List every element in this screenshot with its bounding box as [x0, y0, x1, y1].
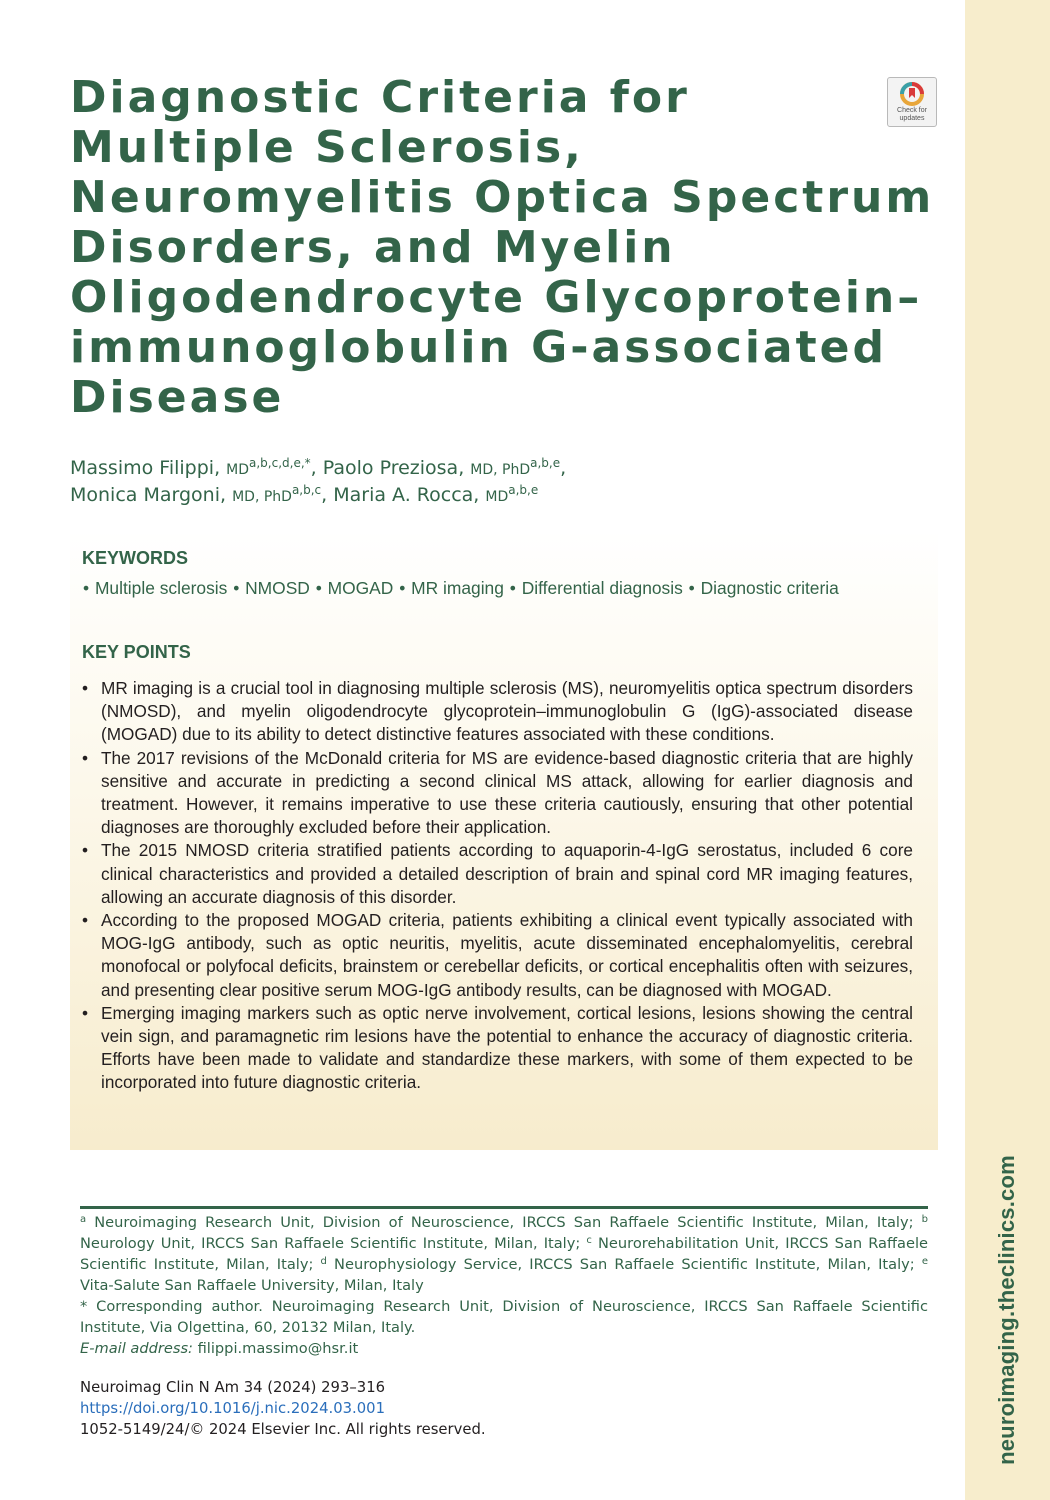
key-points-list — [80, 677, 913, 1095]
keyword-item: MR imaging — [411, 578, 504, 598]
keyword-item: Differential diagnosis — [521, 578, 683, 598]
title-line: Neuromyelitis Optica Spectrum — [70, 172, 935, 223]
affiliation-d: Neurophysiology Service, IRCCS San Raffaele Scientific Institute, Milan, Italy; — [334, 1256, 915, 1273]
key-point-item: • According to the proposed MOGAD criteria, patients exhibiting a clinical event typically associated with MOG-IgG antibody, such as optic neuritis, myelitis, acute disseminated encephalomyelitis, cerebral monofocal or polyfocal deficits, brainstem or cerebellar deficits, or cortical encephalitis often with seizures, and presenting clear positive serum MOG-IgG antibody results, can be diagnosed with MOGAD. — [80, 909, 913, 1002]
author-degree: MD — [226, 462, 250, 478]
keyword-item: NMOSD — [245, 578, 310, 598]
affiliation-a: Neuroimaging Research Unit, Division of Neuroscience, IRCCS San Raffaele Scientific Institute, Milan, Italy; — [94, 1214, 914, 1231]
author-affiliation-marks: a,b,c,d,e,* — [249, 456, 311, 470]
author-separator: , — [321, 484, 328, 506]
author-name: Maria A. Rocca, — [333, 484, 480, 506]
author-name: Paolo Preziosa, — [322, 457, 465, 479]
author-line — [70, 456, 950, 483]
affiliation-mark: d — [320, 1256, 327, 1267]
affiliation-mark: e — [921, 1256, 929, 1267]
copyright-line: 1052-5149/24/© 2024 Elsevier Inc. All rights reserved. — [80, 1421, 486, 1438]
author-affiliation-marks: a,b,e — [530, 456, 561, 470]
check-for-updates-label: Check for — [897, 107, 927, 114]
title-line: Multiple Sclerosis, — [70, 122, 584, 173]
keywords-list — [82, 578, 942, 599]
keyword-bullet: • — [509, 578, 516, 598]
footnote-divider — [80, 1206, 928, 1209]
email-line — [80, 1338, 928, 1359]
corresponding-mark: * — [80, 1298, 88, 1315]
corresponding-author-note — [80, 1296, 928, 1338]
check-for-updates-badge[interactable] — [887, 77, 937, 127]
journal-url-banner[interactable]: neuroimaging.theclinics.com — [994, 1155, 1019, 1465]
author-separator: , — [560, 457, 567, 479]
author-affiliation-marks: a,b,c — [291, 483, 322, 497]
doi-link[interactable]: https://doi.org/10.1016/j.nic.2024.03.001 — [80, 1400, 386, 1417]
author-name: Monica Margoni, — [70, 484, 227, 506]
key-points-heading: KEY POINTS — [82, 642, 191, 662]
key-point-item: • MR imaging is a crucial tool in diagnosing multiple sclerosis (MS), neuromyelitis optica spectrum disorders (NMOSD), and myelin oligodendrocyte glycoprotein–immunoglobulin G (IgG)-associated disease (MOGAD) due to its ability to detect distinctive features associated with these conditions. — [80, 677, 913, 747]
title-line: immunoglobulin G-associated — [70, 322, 887, 373]
affiliation-c: Neurorehabilitation Unit, IRCCS San Raffaele Scientific Institute, Milan, Italy; — [80, 1235, 929, 1273]
key-point-item: • The 2017 revisions of the McDonald criteria for MS are evidence-based diagnostic criteria that are highly sensitive and accurate in predicting a second clinical MS attack, allowing for earlier diagnosis and treatment. However, it remains imperative to use these criteria cautiously, ensuring that other potential diagnoses are thoroughly excluded before their application. — [80, 747, 913, 840]
author-affiliation-marks: a,b,e — [508, 483, 539, 497]
affiliation-b: Neurology Unit, IRCCS San Raffaele Scientific Institute, Milan, Italy; — [80, 1235, 581, 1252]
affiliation-mark: a — [80, 1214, 87, 1225]
check-for-updates-label: updates — [899, 115, 925, 122]
affiliations-footnote — [80, 1212, 928, 1359]
corresponding-author-text: Corresponding author. Neuroimaging Research Unit, Division of Neuroscience, IRCCS San Raffaele Scientific Institute, Via Olgettina, 60, 20132 Milan, Italy. — [80, 1298, 928, 1336]
keyword-item: Multiple sclerosis — [94, 578, 228, 598]
author-list — [70, 456, 950, 510]
keyword-bullet: • — [83, 578, 90, 598]
email-address[interactable]: filippi.massimo@hsr.it — [197, 1340, 359, 1357]
affiliation-mark: b — [921, 1214, 928, 1225]
keyword-bullet: • — [688, 578, 695, 598]
keyword-bullet: • — [315, 578, 322, 598]
author-separator: , — [310, 457, 317, 479]
keyword-item: Diagnostic criteria — [700, 578, 839, 598]
author-line — [70, 483, 950, 510]
affiliation-mark: c — [586, 1235, 592, 1246]
title-line: Diagnostic Criteria for — [70, 72, 690, 123]
keyword-bullet: • — [399, 578, 406, 598]
article-title — [70, 73, 950, 423]
title-line: Disease — [70, 372, 285, 423]
author-degree: MD, PhD — [232, 489, 292, 505]
author-degree: MD — [485, 489, 509, 505]
title-line: Oligodendrocyte Glycoprotein– — [70, 272, 923, 323]
email-label: E-mail address: — [80, 1340, 193, 1357]
affiliations-text — [80, 1212, 928, 1296]
author-name: Massimo Filippi, — [70, 457, 221, 479]
key-point-item: • Emerging imaging markers such as optic nerve involvement, cortical lesions, lesions showing the central vein sign, and paramagnetic rim lesions have the potential to enhance the accuracy of diagnostic criteria. Efforts have been made to validate and standardize these markers, with some of them expected to be incorporated into future diagnostic criteria. — [80, 1002, 913, 1095]
keywords-heading: KEYWORDS — [82, 548, 189, 568]
citation-block — [80, 1377, 680, 1440]
keyword-bullet: • — [233, 578, 240, 598]
key-point-item: • The 2015 NMOSD criteria stratified patients according to aquaporin-4-IgG serostatus, included 6 core clinical characteristics and provided a detailed description of brain and spinal cord MR imaging features, allowing an accurate diagnosis of this disorder. — [80, 839, 913, 909]
title-line: Disorders, and Myelin — [70, 222, 676, 273]
check-for-updates-icon — [899, 81, 925, 107]
journal-citation: Neuroimag Clin N Am 34 (2024) 293–316 — [80, 1379, 386, 1396]
affiliation-e: Vita-Salute San Raffaele University, Milan, Italy — [80, 1277, 424, 1294]
author-degree: MD, PhD — [470, 462, 531, 478]
keyword-item: MOGAD — [327, 578, 394, 598]
